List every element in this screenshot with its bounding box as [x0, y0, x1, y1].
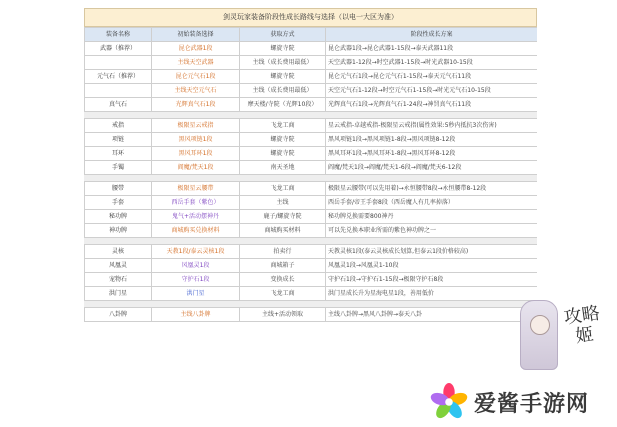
cell-initial-gear: 守护石1段 [152, 273, 240, 287]
table-row [85, 70, 538, 84]
cell-item: 手套 [85, 196, 152, 210]
cell-initial-gear: 洪门星 [152, 287, 240, 301]
header-item: 装备名称 [85, 28, 152, 42]
cell-item: 风凰灵 [85, 259, 152, 273]
table-header-row [85, 28, 538, 42]
cell-source: 鹿子/螺旋寺院 [240, 210, 326, 224]
table-row [85, 147, 538, 161]
cell-growth-plan: 昆仑武器1段→昆仑武器1-15段→泰天武器11段 [326, 42, 538, 56]
cell-source: 飞龙工商 [240, 119, 326, 133]
cell-growth-plan: 昆仑元气石1段→昆仑元气石1-15段→泰天元气石11段 [326, 70, 538, 84]
cell-item: 神功牌 [85, 224, 152, 238]
table-row [85, 161, 538, 175]
table-row [85, 210, 538, 224]
stamp-text: 攻略姬 [562, 302, 602, 348]
cell-growth-plan: 天教灵核1段(泰云灵核成长划算,但泰云1段价格较高) [326, 245, 538, 259]
logo-text: 爱酱手游网 [474, 391, 590, 417]
cell-growth-plan: 守护石1段→守护石1-15段→极限守护石8段 [326, 273, 538, 287]
cell-growth-plan: 可以先兑换本职业所需的紫色神功牌之一 [326, 224, 538, 238]
separator-row [85, 301, 538, 308]
header-source: 获取方式 [240, 28, 326, 42]
separator-row [85, 112, 538, 119]
site-logo [430, 380, 615, 424]
cell-growth-plan: 天空武器1-12段→时空武器1-15段→时光武器10-15段 [326, 56, 538, 70]
cell-growth-plan: 西岳手套/帝王手套8段（西岳魔人有几率掉落） [326, 196, 538, 210]
cell-growth-plan: 风凰灵1段→风凰灵1-10段 [326, 259, 538, 273]
cell-initial-gear: 黑风项链1段 [152, 133, 240, 147]
cell-growth-plan: 黑风项链1段→黑风项链1-8段→黑风项链8-12段 [326, 133, 538, 147]
table-row [85, 56, 538, 70]
flower-logo-icon [430, 383, 468, 421]
cell-initial-gear: 商城购买兑换材料 [152, 224, 240, 238]
cell-item: 腰带 [85, 182, 152, 196]
separator-row [85, 238, 538, 245]
cell-item [85, 84, 152, 98]
cell-source: 主线（成长费用最低） [240, 84, 326, 98]
cell-item: 耳环 [85, 147, 152, 161]
equipment-table [84, 27, 537, 322]
cell-growth-plan: 星云戒指-卓越戒指-极限星云戒指(属性效果:5秒内抵抗3次伤害) [326, 119, 538, 133]
cell-source: 螺旋寺院 [240, 42, 326, 56]
cell-item: 真气石 [85, 98, 152, 112]
cell-initial-gear: 昆仑元气石1段 [152, 70, 240, 84]
cell-growth-plan: 秘功牌兑换需要800神丹 [326, 210, 538, 224]
table-row [85, 133, 538, 147]
cell-source: 商城箱子 [240, 259, 326, 273]
separator-cell [85, 301, 538, 308]
cell-source: 飞龙工商 [240, 182, 326, 196]
cell-initial-gear: 主线天空武器 [152, 56, 240, 70]
separator-cell [85, 175, 538, 182]
cell-initial-gear: 黑风耳环1段 [152, 147, 240, 161]
table-row [85, 308, 538, 322]
separator-cell [85, 238, 538, 245]
cell-item: 项链 [85, 133, 152, 147]
cell-growth-plan: 天空元气石1-12段→时空元气石1-15段→时光元气石10-15段 [326, 84, 538, 98]
table-row [85, 119, 538, 133]
cell-source: 飞龙工商 [240, 287, 326, 301]
separator-row [85, 175, 538, 182]
cell-item: 灵核 [85, 245, 152, 259]
table-row [85, 84, 538, 98]
cell-initial-gear: 鬼气+活动摆神丹 [152, 210, 240, 224]
header-initial: 初始装备选择 [152, 28, 240, 42]
cell-source: 商城购买材料 [240, 224, 326, 238]
cell-source: 南天圣地 [240, 161, 326, 175]
cell-item: 洪门星 [85, 287, 152, 301]
cell-source: 主线+活动领取 [240, 308, 326, 322]
cell-growth-plan: 主线八卦牌→黑风八卦牌→泰天八卦 [326, 308, 538, 322]
anime-avatar-image [520, 300, 558, 370]
cell-growth-plan: 阎魔/梵天1段→阎魔/梵天1-6段→阎魔/梵天6-12段 [326, 161, 538, 175]
cell-source: 摩天楼/寺院（光辉10段） [240, 98, 326, 112]
equipment-table-sheet [84, 8, 537, 427]
table-row [85, 98, 538, 112]
cell-source: 变换成长 [240, 273, 326, 287]
cell-source: 主线（成长费用最低） [240, 56, 326, 70]
cell-source: 主线 [240, 196, 326, 210]
table-row [85, 196, 538, 210]
cell-item: 宠物石 [85, 273, 152, 287]
cell-initial-gear: 主线八卦牌 [152, 308, 240, 322]
cell-initial-gear: 极限星云腰带 [152, 182, 240, 196]
cell-initial-gear: 风凰灵1段 [152, 259, 240, 273]
cell-item: 秘功牌 [85, 210, 152, 224]
table-row [85, 259, 538, 273]
cell-growth-plan: 洪门星成长升为星海电星1段，善用低价 [326, 287, 538, 301]
cell-item: 元气石（推荐） [85, 70, 152, 84]
cell-item: 手镯 [85, 161, 152, 175]
cell-source: 螺旋寺院 [240, 133, 326, 147]
table-row [85, 273, 538, 287]
table-row [85, 287, 538, 301]
cell-growth-plan: 光辉真气石1段→光辉真气石1-24段→神罚真气石11段 [326, 98, 538, 112]
cell-growth-plan: 极限星云腰带(可以先用着)→永恒腰带8段→永恒腰带8-12段 [326, 182, 538, 196]
cell-initial-gear: 极限星云戒指 [152, 119, 240, 133]
table-row [85, 224, 538, 238]
gonglueji-stamp [556, 303, 614, 373]
header-growth-plan: 阶段性成长方案 [326, 28, 538, 42]
cell-item: 武器（推荐） [85, 42, 152, 56]
cell-source: 螺旋寺院 [240, 70, 326, 84]
table-row [85, 42, 538, 56]
cell-source: 螺旋寺院 [240, 147, 326, 161]
cell-growth-plan: 黑风耳环1段→黑风耳环1-8段→黑风耳环8-12段 [326, 147, 538, 161]
cell-item: 戒指 [85, 119, 152, 133]
cell-item: 八卦牌 [85, 308, 152, 322]
cell-initial-gear: 主线天空元气石 [152, 84, 240, 98]
cell-source: 拍卖行 [240, 245, 326, 259]
avatar-face [530, 315, 550, 335]
cell-initial-gear: 阎魔/梵天1段 [152, 161, 240, 175]
cell-initial-gear: 光辉真气石1段 [152, 98, 240, 112]
table-row [85, 182, 538, 196]
cell-initial-gear: 西岳手套（紫色） [152, 196, 240, 210]
separator-cell [85, 112, 538, 119]
cell-initial-gear: 昆仑武器1段 [152, 42, 240, 56]
table-title: 剑灵玩家装备阶段性成长路线与选择（以电一大区为准） [84, 8, 537, 27]
cell-item [85, 56, 152, 70]
table-body [85, 42, 538, 322]
table-row [85, 245, 538, 259]
cell-initial-gear: 天教1段/泰云灵核1段 [152, 245, 240, 259]
